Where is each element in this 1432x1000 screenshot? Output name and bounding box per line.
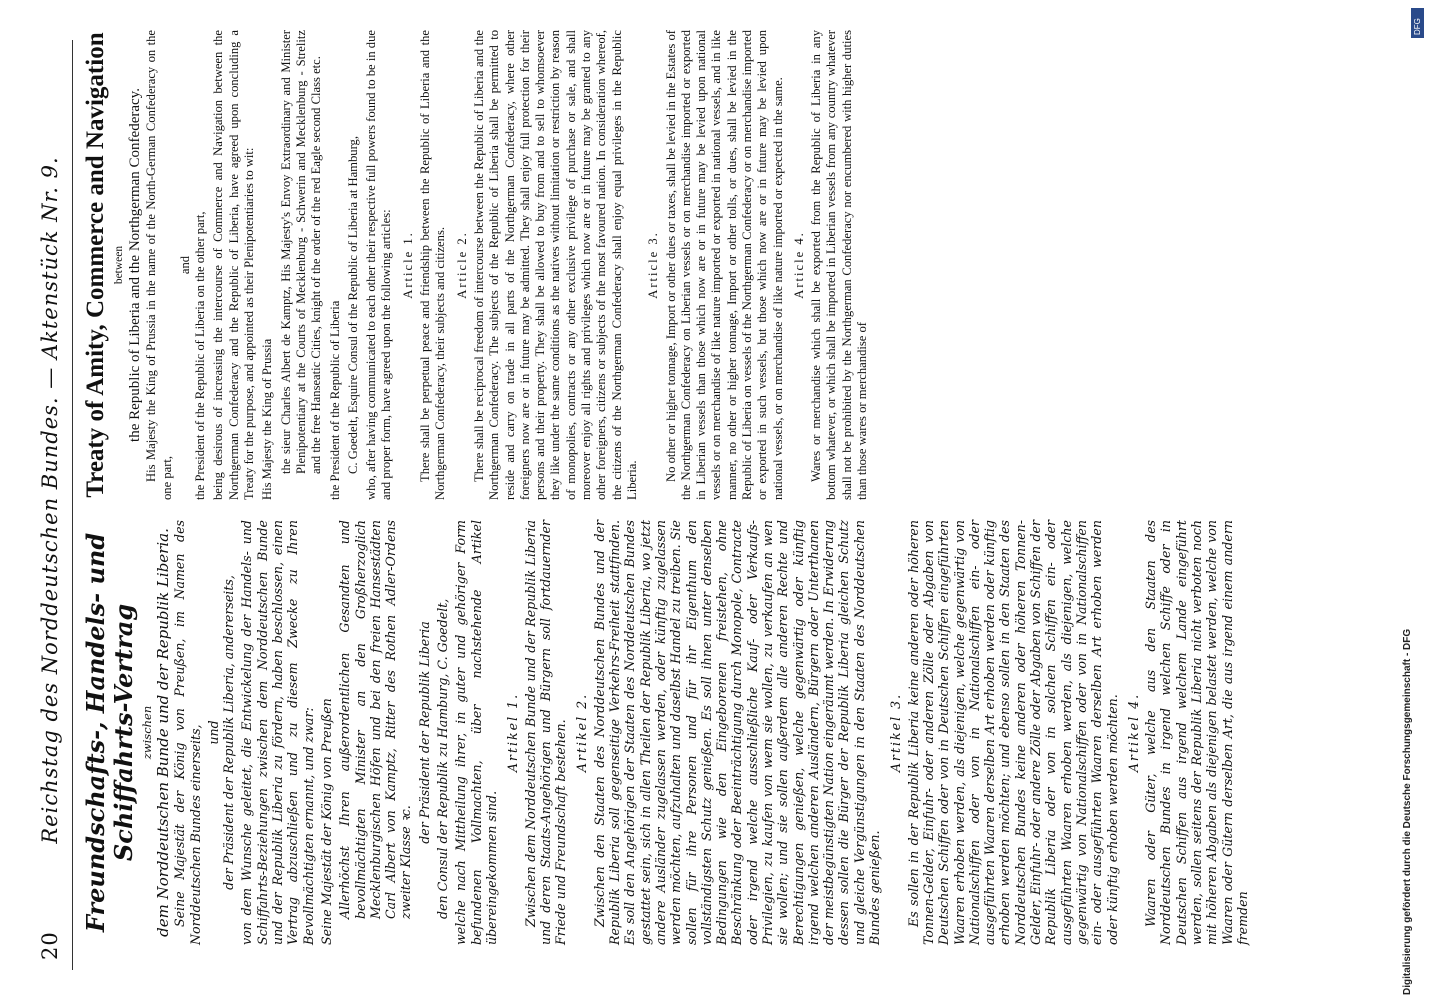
english-article-1-text: There shall be perpetual peace and friendship between the Republic of Liberia and the Northgerman Confederacy, their subjects and citizens. [418,30,448,500]
english-article-2-text: There shall be reciprocal freedom of intercourse between the Republic of Liberia and the Northgerman Confederacy. The subjects of the Republic of Liberia shall be permitted to reside and carry on trade in all parts of the Northgerman Confederacy, where other foreigners now are or in future may be admitted. They shall enjoy full protection for their persons and their property. They shall be allowed to buy from and to sell to whomsoever they like under the same conditions as the natives without limitation or restriction by reason of monopolies, contracts or any other exclusive privilege of purchase or sale, and shall moreover enjoy all rights and privileges which now are or in future may be granted to any other foreigners, citizens or subjects of the most favoured nation. In consideration whereof, the citizens of the Northgerman Confederacy shall enjoy equal privileges in the Republic Liberia. [471,30,639,500]
german-article-4-text: Waaren oder Güter, welche aus den Staaten des Norddeutschen Bundes in irgend welchen Schiffe oder in Deutschen Schiffen aus irgend welchem Lande eingeführt werden, sollen seitens der Republik Liberia nicht verboten noch mit höheren Abgaben als diejenigen belastet werden, welche von Waaren oder Gütern derselben Art, die aus irgend einem andern fremden [1143,520,1250,945]
english-article-4-text: Wares or merchandise which shall be exported from the Republic of Liberia in any bottom whatever, or which shall be imported in Liberian vessels from any country whatever shall not be prohibited by the Northgerman Confederacy nor encumbered with higher duties than those wares or merchandise of [809,30,870,500]
german-preamble-4: Seine Majestät der König von Preußen [318,698,334,945]
german-preamble-1: und [205,720,221,745]
english-column [78,30,873,500]
english-article-1-label: Article 1. [400,231,415,299]
digitization-credit-text: Digitalisierung gefördert durch die Deutsche Forschungsgemeinschaft - DFG [1402,628,1413,995]
english-article-4-label: Article 4. [791,231,806,299]
german-article-4-label: Artikel 4. [1125,692,1141,773]
german-preamble-8: welche nach Mittheilung ihrer, in guter und gehöriger Form befundenen Vollmachten, über nachstehende Artikel übereingekommen sind. [453,520,499,945]
english-preamble-0: His Majesty the King of Prussia in the name of the North-German Confederacy on the one part, [144,30,174,500]
english-between: between [113,245,125,285]
english-preamble-4: His Majesty the King of Prussia [260,338,275,500]
german-preamble-0: Seine Majestät der König von Preußen, im Namen des Norddeutschen Bundes einerseits, [172,520,203,945]
english-preamble-1: and [177,255,192,275]
german-between: zwischen [140,705,154,760]
english-preamble-2: the President of the Republic of Liberia on the other part, [193,211,208,500]
header-rule [72,40,73,970]
german-preamble-7: den Consul der Republik zu Hamburg, C. Goedelt, [435,598,451,919]
german-preamble-6: der Präsident der Republik Liberia [416,621,432,844]
english-preamble-6: the President of the Republic of Liberia [327,300,342,500]
english-article-3-text: No other or higher tonnage, Import or other dues or taxes, shall be levied in the Estates of the Northgerman Confederacy on Liberian vessels or on merchandise imported or exported in Liberian vessels than those which now are or in future may be levied upon national vessels or on merchandise of like nature imported or exported in national vessels, and in like manner, no other or higher tonnage, Import or other tolls, or dues, shall be levied in the Republic of Liberia on vessels of the Northgerman Confederacy or on merchandise imported or exported in such vessels, but those which now are or in future may be levied upon national vessels, or on merchandise of like nature imported or expected in the same. [663,30,785,500]
german-article-3-text: Es sollen in der Republik Liberia keine anderen oder höheren Tonnen-Gelder, Einfuhr- oder anderen Zölle oder Abgaben von Deutschen Schiffen oder von in Deutschen Schiffen eingeführten Waaren erhoben werden, als diejenigen, welche gegenwärtig von Nationalschiffen oder von in Nationalschiffen ein- oder ausgeführten Waaren derselben Art erhoben werden oder künftig erhoben werden möchten; und ebenso sollen in den Staaten des Norddeutschen Bundes keine anderen oder höheren Tonnen-Gelder, Einfuhr- oder andere Zölle oder Abgaben von Schiffen der Republik Liberia oder von in solchen Schiffen ein- oder ausgeführten Waaren erhoben werden, als diejenigen, welche gegenwärtig von Nationalschiffen oder von in Nationalschiffen ein- oder ausgeführten Waaren derselben Art erhoben werden oder künftig erhoben werden möchten. [905,520,1120,945]
digitization-credit [1395,5,1425,995]
english-article-3-label: Article 3. [646,231,661,299]
german-parties: dem Norddeutschen Bunde und der Republik Liberia. [154,528,173,937]
english-preamble-8: who, after having communicated to each other their respective full powers found to be in due and proper form, have agreed upon the following articles: [364,30,394,500]
german-title: Freundschafts-, Handels- und Schiffahrts-Vertrag [81,532,138,933]
page-header [38,0,68,1000]
dfg-logo-text: DFG [1413,18,1422,35]
german-article-2-label: Artikel 2. [574,692,590,773]
german-preamble-2: der Präsident der Republik Liberia, andererseits, [221,575,237,890]
german-article-2-text: Zwischen den Staaten des Norddeutschen Bundes und der Republik Liberia soll gegenseitige Verkehrs-Freiheit stattfinden. Es soll den Angehörigen der Staaten des Norddeutschen Bundes gestattet sein, sich in allen Theilen der Republik Liberia, wo jetzt andere Ausländer zugelassen werden, oder künftig zugelassen werden möchten, aufzuhalten und daselbst Handel zu treiben. Sie sollen für ihre Personen und für ihr Eigenthum den vollständigsten Schutz genießen. Es soll ihnen unter denselben Bedingungen wie den Eingeborenen freistehen, ohne Beschränkung oder Beeinträchtigung durch Monopole, Contracte oder irgend welche ausschließliche Kauf- oder Verkaufs-Privilegien, zu kaufen von wem sie wollen, zu verkaufen an wen sie wollen; und sie sollen außerdem alle anderen Rechte und Berechtigungen genießen, welche gegenwärtig oder künftig irgend welchen anderen Ausländern, Bürgern oder Unterthanen der meistbegünstigten Nation eingeräumt werden. In Erwiderung dessen sollen die Bürger der Republik Liberia gleichen Schutz und gleiche Vergünstigungen in den Staaten des Norddeutschen Bundes genießen. [591,520,883,945]
english-parties: the Republic of Liberia and the Northgerman Confederacy. [127,88,144,442]
english-preamble-5: the sieur Charles Albert de Kamptz, His Majesty's Envoy Extraordinary and Minister Plenipotentiary at the Courts of Mecklenburg - Schwerin and Mecklenburg - Strelitz and the free Hanseatic Cities, knight of the order of the red Eagle second Class etc. [278,30,324,474]
page-number: 20 [38,931,62,960]
german-column [78,520,1253,945]
german-preamble-3: von dem Wunsche geleitet, die Entwickelung der Handels- und Schiffahrts-Beziehungen zwischen dem Norddeutschen Bunde und der Republik Liberia zu fördern, haben beschlossen, einen Vertrag abzuschließen und zu diesem Zwecke zu Ihren Bevollmächtigten ernannt, und zwar: [239,520,316,945]
running-title: Reichstag des Norddeutschen Bundes. — Aktenstück Nr. 9. [38,156,62,844]
german-article-1-label: Artikel 1. [505,692,521,773]
german-article-1-text: Zwischen dem Norddeutschen Bunde und der Republik Liberia und deren Staats-Angehörigen und Bürgern soll fortdauernder Friede und Freundschaft bestehen. [522,520,569,945]
english-article-2-label: Article 2. [454,231,469,299]
dfg-logo [1411,8,1424,38]
english-preamble-3: being desirous of increasing the intercourse of Commerce and Navigation between the Northgerman Confederacy and the Republic of Liberia, have agreed upon concluding a Treaty for the purpose, and appointed as their Plenipotentiaries to wit: [211,30,257,500]
english-title: Treaty of Amity, Commerce and Navigation [82,32,109,498]
german-article-3-label: Artikel 3. [888,692,904,773]
english-preamble-7: C. Goedelt, Esquire Consul of the Republic of Liberia at Hamburg, [345,136,360,474]
german-preamble-5: Allerhöchst Ihren außerordentlichen Gesandten und bevollmächtigten Minister an den Großherzoglich Mecklenburgischen Höfen und bei den freien Hansestädten Carl Albert von Kamptz, Ritter des Rothen Adler-Ordens zweiter Klasse ꝛc. [337,520,414,919]
